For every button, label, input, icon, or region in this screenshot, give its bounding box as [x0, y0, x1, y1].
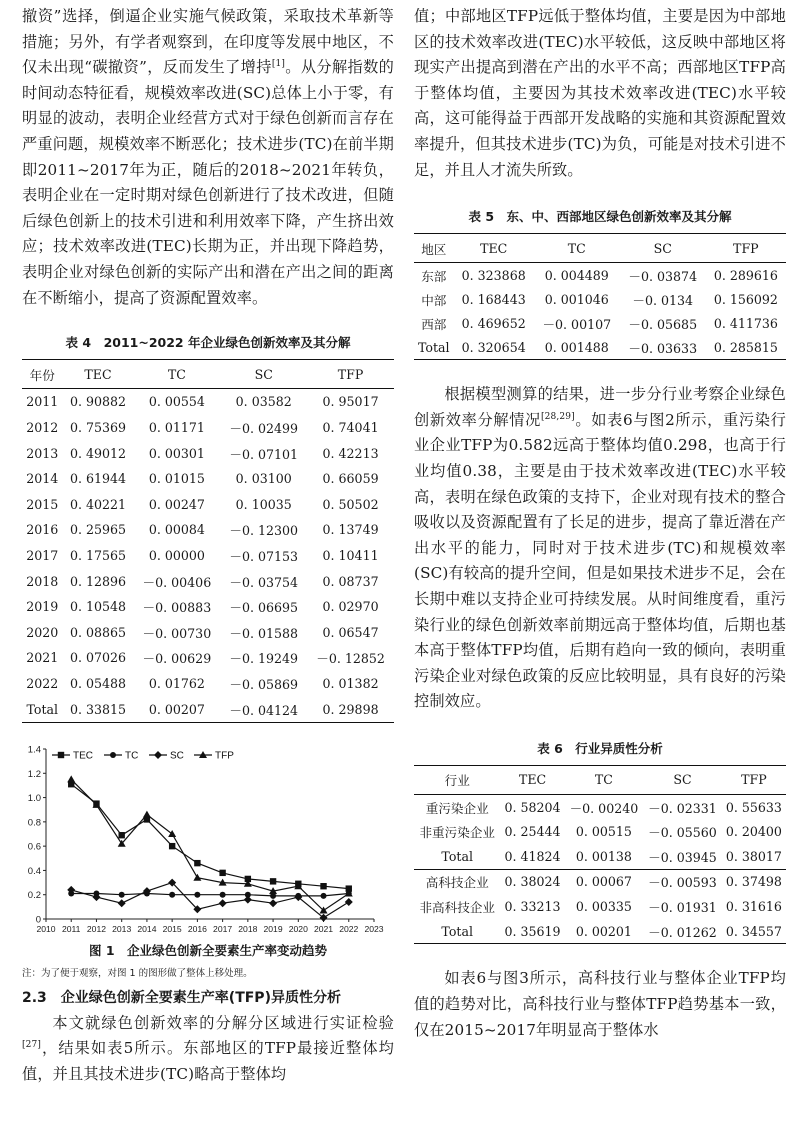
column-header: SC: [673, 772, 692, 788]
table-row: [22, 389, 394, 415]
table-cell: 0. 38024: [504, 874, 561, 890]
column-header: TEC: [480, 240, 508, 256]
table-row: [414, 819, 786, 844]
data-point-sc: [244, 895, 252, 903]
table-cell: 0. 58204: [504, 799, 561, 815]
table-cell: －0. 12300: [229, 523, 299, 539]
x-tick-label: 2021: [313, 923, 334, 934]
table-cell: 2017: [26, 547, 59, 563]
table-cell: 0. 411736: [713, 315, 778, 331]
data-point-tec: [320, 883, 326, 889]
table-row: [414, 844, 786, 869]
table-cell: 0. 00554: [148, 394, 205, 410]
table-cell: 0. 29898: [322, 701, 379, 717]
table-cell: 0. 289616: [713, 267, 778, 283]
y-tick-label: 0.2: [27, 890, 41, 902]
table-cell: 0. 33815: [69, 701, 127, 717]
figure1-caption: 图 1 企业绿色创新全要素生产率变动趋势: [88, 942, 328, 958]
table-cell: 0. 55633: [725, 799, 782, 815]
data-point-tec: [219, 870, 225, 876]
body-paragraph-5: 如表6与图3所示，高科技行业与整体企业TFP均值的趋势对比，高科技行业与整体TFP趋势基本一致，仅在2015~2017年明显高于整体水: [414, 969, 786, 1039]
table-cell: 0. 469652: [461, 315, 526, 331]
table-cell: 0. 61944: [69, 471, 127, 487]
table-cell: 2022: [26, 675, 59, 691]
table-cell: －0. 03754: [229, 574, 299, 590]
table-cell: 0. 66059: [322, 471, 379, 487]
table-row: [22, 619, 394, 645]
x-tick-label: 2020: [288, 923, 308, 934]
citation-ref: [27]: [22, 1040, 42, 1051]
table-cell: 0. 01382: [322, 675, 379, 691]
series-line-sc: [71, 882, 349, 917]
table-cell: Total: [441, 923, 474, 939]
table-cell: 0. 00247: [148, 496, 205, 512]
table-header-row: [22, 360, 394, 389]
x-tick-label: 2023: [364, 923, 384, 934]
legend-label: TFP: [215, 750, 234, 762]
table-cell: 0. 34557: [725, 923, 782, 939]
table-cell: 0. 00000: [148, 547, 205, 563]
table-cell: －0. 01588: [229, 625, 299, 641]
table-cell: 0. 01171: [148, 420, 205, 436]
data-point-sc: [269, 899, 277, 907]
column-header: 行业: [444, 773, 470, 789]
legend-marker: [154, 751, 162, 759]
left-column: [22, 0, 394, 1088]
body-paragraph-3: 值；中部地区TFP远低于整体均值，主要是因为中部地区的技术效率改进(TEC)水平较低，这反映中部地区将现实产出提高到潜在产出的水平不高；西部地区TFP高于整体均值，主要因为其技术效率改进(TEC)水平较高，这可能得益于西部开发战略的实施和其资源配置效率提升，但其技术进步(TC)为负，可能是对技术引进不足，并且人才流失所致。: [414, 7, 786, 179]
table-cell: 0. 285815: [713, 339, 778, 355]
table-cell: 中部: [421, 292, 447, 308]
table-cell: 0. 31616: [725, 899, 782, 915]
table-cell: Total: [441, 848, 474, 864]
table-row: [22, 594, 394, 620]
legend-label: TC: [125, 750, 139, 762]
table-cell: －0. 0134: [632, 292, 694, 308]
table-row: [414, 287, 786, 311]
table-cell: 2021: [26, 650, 59, 666]
data-point-tc: [169, 892, 175, 898]
legend-marker: [58, 752, 64, 758]
table-cell: 0. 156092: [713, 291, 778, 307]
table-cell: －0. 00406: [142, 574, 212, 590]
citation-ref: [28,29]: [540, 411, 575, 422]
data-point-tfp: [67, 775, 75, 782]
table-cell: －0. 02499: [229, 421, 299, 437]
table-cell: 0. 50502: [322, 496, 379, 512]
table-cell: 0. 12896: [69, 573, 127, 589]
table-cell: 2012: [26, 420, 59, 436]
section-heading: 2.3 企业绿色创新全要素生产率(TFP)异质性分析: [22, 989, 341, 1006]
table-cell: 2019: [26, 599, 59, 615]
table-cell: －0. 07153: [229, 548, 299, 564]
table-cell: 0. 168443: [461, 291, 526, 307]
data-point-tc: [220, 892, 226, 898]
table-cell: 0. 00084: [148, 522, 205, 538]
table-row: [414, 919, 786, 944]
table-cell: 0. 17565: [69, 547, 127, 563]
series-line-tec: [71, 784, 349, 888]
table-row: [414, 263, 786, 288]
data-point-tfp: [193, 874, 201, 881]
table-cell: －0. 05685: [628, 316, 698, 332]
table-cell: －0. 05869: [229, 676, 299, 692]
table-cell: 0. 001046: [544, 291, 609, 307]
y-tick-label: 1.0: [27, 792, 41, 804]
table4: [22, 359, 394, 723]
table-cell: －0. 00730: [142, 625, 212, 641]
table-cell: 0. 10411: [322, 547, 379, 563]
table-cell: 2016: [26, 522, 59, 538]
data-point-sc: [219, 899, 227, 907]
line-chart: [22, 741, 394, 941]
table-cell: 东部: [421, 268, 447, 284]
table-cell: 0. 41824: [504, 848, 561, 864]
table-cell: 0. 75369: [69, 420, 127, 436]
table-row: [22, 415, 394, 441]
table5-caption: 表 5 东、中、西部地区绿色创新效率及其分解: [468, 209, 732, 225]
data-point-sc: [118, 899, 126, 907]
column-header: TFP: [733, 240, 759, 256]
y-tick-label: 0.6: [27, 841, 41, 853]
table-cell: 0. 95017: [322, 394, 379, 410]
table-cell: 0. 42213: [322, 445, 379, 461]
table-cell: 高科技企业: [425, 875, 489, 891]
body-paragraph-2: 本文就绿色创新效率的分解分区域进行实证检验[27]，结果如表5所示。东部地区的TFP最接近整体均值，并且其技术进步(TC)略高于整体均: [22, 1013, 394, 1084]
table-cell: －0. 03945: [648, 849, 717, 865]
table-cell: 2013: [26, 445, 59, 461]
data-point-tfp: [143, 810, 151, 817]
table-cell: 非高科技企业: [419, 900, 495, 916]
data-point-tec: [194, 860, 200, 866]
legend-marker: [110, 752, 116, 758]
y-tick-label: 0.4: [27, 865, 41, 877]
data-point-tec: [118, 832, 124, 838]
table-cell: 0. 01015: [148, 471, 205, 487]
table-cell: 2015: [26, 496, 59, 512]
column-header: TC: [594, 772, 613, 788]
table-cell: －0. 00883: [142, 600, 212, 616]
table-cell: 0. 08737: [322, 573, 379, 589]
table-cell: 0. 00201: [575, 923, 632, 939]
table-cell: 非重污染企业: [419, 825, 495, 841]
table-cell: 0. 004489: [544, 267, 609, 283]
y-tick-label: 1.2: [27, 768, 41, 780]
table-cell: 0. 06547: [322, 624, 379, 640]
data-point-sc: [345, 898, 353, 906]
x-tick-label: 2019: [263, 923, 283, 934]
legend-label: SC: [170, 750, 184, 762]
table-row: [414, 894, 786, 919]
x-tick-label: 2011: [61, 923, 81, 934]
table-cell: 0. 02970: [322, 599, 379, 615]
table-cell: 0. 00301: [148, 445, 205, 461]
table-cell: －0. 05560: [648, 825, 717, 841]
x-tick-label: 2012: [86, 923, 107, 934]
column-header: TEC: [518, 772, 547, 788]
table-cell: 2011: [26, 394, 59, 410]
legend-label: TEC: [73, 750, 93, 762]
citation-ref: [1]: [271, 59, 286, 70]
table6: [414, 765, 786, 945]
x-tick-label: 2014: [137, 923, 157, 934]
table-cell: 0. 00067: [575, 874, 632, 890]
table-cell: －0. 19249: [229, 651, 299, 667]
table-row: [414, 311, 786, 335]
table-cell: 0. 25444: [504, 824, 561, 840]
table-cell: 0. 35619: [504, 923, 561, 939]
table-cell: 0. 10548: [69, 599, 127, 615]
column-header: 地区: [421, 241, 447, 257]
table-row: [22, 492, 394, 518]
table-cell: －0. 01931: [648, 900, 717, 916]
x-tick-label: 2010: [36, 923, 56, 934]
table-cell: －0. 00107: [542, 316, 612, 332]
column-header: SC: [254, 366, 273, 382]
column-header: TFP: [337, 366, 364, 382]
figure-note: 注：为了便于观察，对图 1 的图形做了整体上移处理。: [22, 967, 253, 979]
data-point-tc: [119, 892, 125, 898]
table-row: [414, 869, 786, 894]
table-row: [22, 440, 394, 466]
table-row: [22, 696, 394, 722]
table-header-row: [414, 234, 786, 263]
table-cell: 0. 33213: [504, 899, 561, 915]
table-row: [414, 794, 786, 819]
table-cell: －0. 06695: [229, 600, 299, 616]
table-row: [22, 645, 394, 671]
column-header: TEC: [84, 366, 112, 382]
column-header: SC: [653, 240, 672, 256]
table-cell: －0. 12852: [316, 651, 385, 667]
table-cell: 重污染企业: [425, 800, 489, 816]
right-column: [414, 0, 786, 1043]
data-point-tfp: [168, 830, 176, 837]
table6-caption: 表 6 行业异质性分析: [537, 740, 663, 756]
table-cell: 0. 08865: [69, 624, 127, 640]
table-cell: 0. 13749: [322, 522, 379, 538]
table-cell: 0. 37498: [725, 874, 782, 890]
table-cell: 0. 03100: [235, 471, 292, 487]
x-tick-label: 2018: [238, 923, 258, 934]
table-cell: 0. 20400: [725, 824, 782, 840]
x-tick-label: 2015: [162, 923, 182, 934]
table-cell: Total: [417, 339, 450, 355]
series-line-tfp: [71, 779, 349, 910]
y-tick-label: 0: [35, 914, 41, 926]
data-point-tc: [321, 893, 327, 899]
table-row: [414, 335, 786, 360]
table-header-row: [414, 765, 786, 794]
x-tick-label: 2013: [112, 923, 132, 934]
y-tick-label: 1.4: [27, 744, 41, 756]
column-header: TFP: [741, 772, 767, 788]
x-tick-label: 2022: [339, 923, 359, 934]
table-cell: 0. 38017: [725, 848, 782, 864]
table-cell: －0. 03633: [628, 340, 698, 356]
table-cell: 0. 90882: [69, 394, 127, 410]
table-row: [22, 543, 394, 569]
x-tick-label: 2017: [213, 923, 233, 934]
table5: [414, 233, 786, 360]
y-tick-label: 0.8: [27, 817, 41, 829]
column-header: TC: [567, 240, 586, 256]
table-cell: 2014: [26, 471, 59, 487]
x-tick-label: 2016: [187, 923, 207, 934]
table-cell: －0. 00593: [648, 875, 717, 891]
table-cell: －0. 02331: [648, 800, 717, 816]
body-paragraph-4: 根据模型测算的结果，进一步分行业考察企业绿色创新效率分解情况[28,29]。如表6与图2所示，重污染行业企业TFP为0.582远高于整体均值0.298，也高于行业均值0.38，主要是由于技术效率改进(TEC)水平较高，表明在绿色政策的支持下，企业对现有技术的整合吸收以及资源配置有了长足的进步，提高了靠近潜在产出水平的能力，同时对于技术进步(TC)和规模效率(SC)有较高的提升空间，但是如果技术进步不足，会在长期中难以支持企业可持续发展。从时间维度看，重污染行业的绿色创新效率前期远高于整体均值，后期也基本高于整体TFP均值，后期有趋向一致的倾向，表明重污染企业对绿色政策的反应比较明显，具有良好的污染控制效应。: [414, 385, 786, 711]
table-cell: 2020: [26, 624, 59, 640]
table-row: [22, 671, 394, 697]
column-header: 年份: [29, 367, 55, 383]
table-cell: 0. 00207: [148, 701, 205, 717]
table-row: [22, 466, 394, 492]
table-cell: 0. 001488: [544, 339, 609, 355]
column-header: TC: [167, 366, 186, 382]
table-cell: Total: [26, 701, 59, 717]
table-cell: －0. 03874: [628, 268, 698, 284]
table-cell: 0. 323868: [461, 267, 526, 283]
data-point-tec: [169, 843, 175, 849]
data-point-tec: [270, 878, 276, 884]
table-cell: 0. 05488: [69, 675, 127, 691]
table-cell: 0. 40221: [69, 496, 127, 512]
table-cell: 0. 00138: [575, 848, 632, 864]
table-cell: 0. 320654: [461, 339, 526, 355]
table-cell: 西部: [421, 316, 447, 332]
data-point-tc: [194, 892, 200, 898]
body-paragraph-1: 撤资”选择，倒逼企业实施气候政策，采取技术革新等措施；另外，有学者观察到，在印度等发展中地区，不仅未出现“碳撤资”，反而发生了增持[1]。从分解指数的时间动态特征看，规模效率改进(SC)总体上小于零，有明显的波动，表明企业经营方式对于绿色创新而言存在严重问题，规模效率不断恶化；技术进步(TC)在前半期即2011~2017年为正，随后的2018~2021年转负，表明企业在一定时期对绿色创新进行了技术改进，但随后绿色创新上的技术引进和利用效率下降，产生挤出效应；技术效率改进(TEC)长期为正，并出现下降趋势，表明企业对绿色创新的实际产出和潜在产出之间的距离在不断缩小，提高了资源配置效率。: [22, 7, 394, 307]
table-cell: 0. 00515: [575, 824, 632, 840]
table4-caption: 表 4 2011~2022 年企业绿色创新效率及其分解: [65, 335, 351, 351]
table-cell: 2018: [26, 573, 59, 589]
figure1-chart: [22, 741, 394, 941]
table-cell: －0. 00629: [142, 651, 212, 667]
table-cell: 0. 01762: [148, 675, 205, 691]
table-cell: 0. 25965: [69, 522, 127, 538]
table-cell: 0. 74041: [322, 420, 379, 436]
table-cell: 0. 49012: [69, 445, 127, 461]
table-cell: 0. 10035: [235, 496, 292, 512]
table-cell: －0. 01262: [648, 924, 717, 940]
table-cell: －0. 07101: [229, 446, 299, 462]
table-row: [22, 517, 394, 543]
table-cell: 0. 07026: [69, 650, 127, 666]
table-cell: －0. 00240: [569, 800, 639, 816]
table-row: [22, 568, 394, 594]
table-cell: 0. 03582: [235, 394, 292, 410]
table-cell: －0. 04124: [229, 702, 299, 718]
table-cell: 0. 00335: [575, 899, 632, 915]
